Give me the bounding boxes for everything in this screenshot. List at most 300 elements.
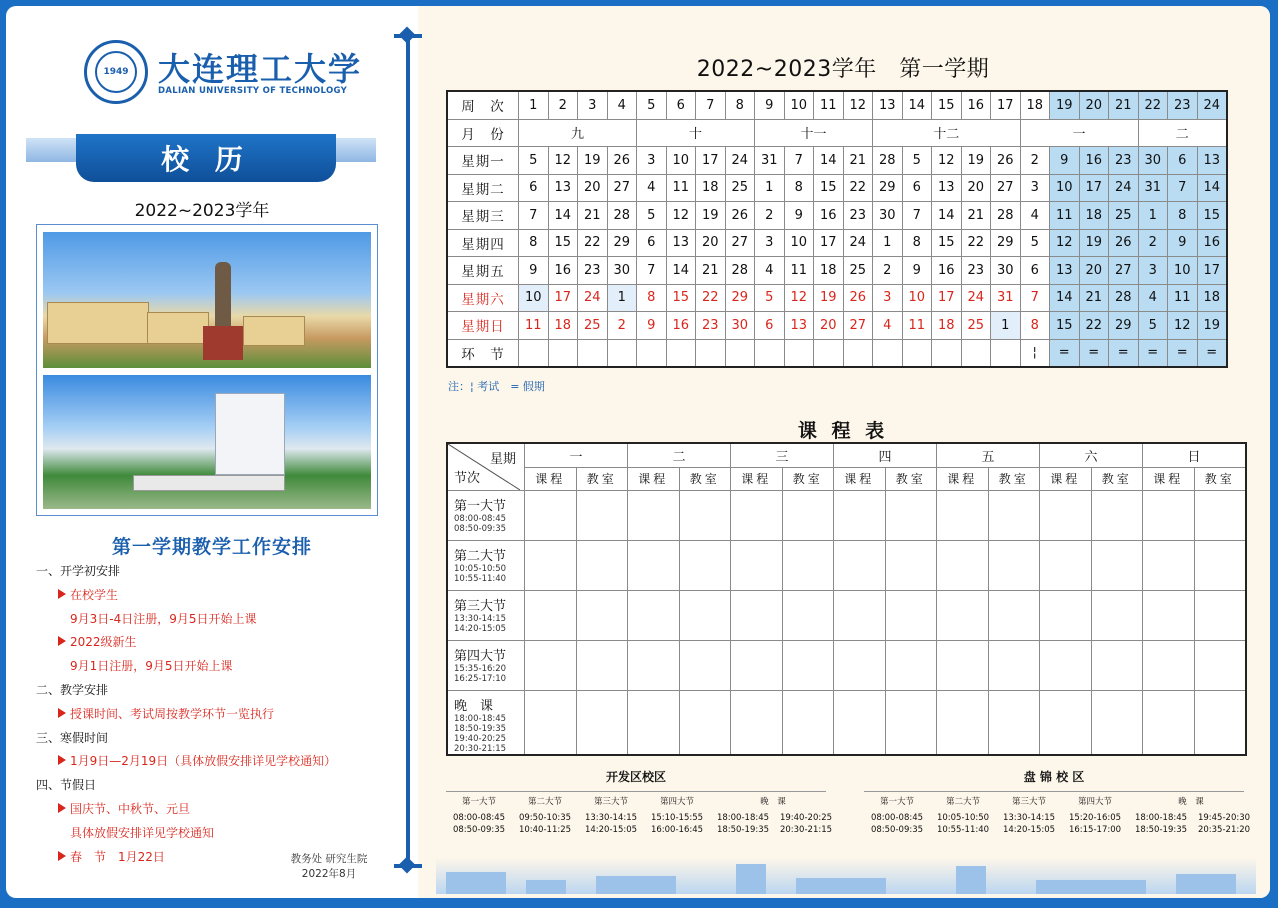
- link-marker: [932, 339, 962, 367]
- bullet-triangle-icon: [58, 803, 66, 813]
- month-row-label: 月 份: [447, 119, 519, 147]
- link-marker: [696, 339, 726, 367]
- campus-period-header: 第一大节: [879, 797, 914, 807]
- room-cell[interactable]: [1194, 591, 1246, 641]
- calendar-day: 16: [814, 202, 844, 230]
- calendar-day: 5: [519, 147, 549, 175]
- campus-time: 19:45-20:30: [1197, 812, 1251, 823]
- room-cell[interactable]: [988, 541, 1040, 591]
- calendar-day: 25: [1109, 202, 1139, 230]
- calendar-day: 12: [1050, 229, 1080, 257]
- course-cell[interactable]: [834, 541, 886, 591]
- calendar-day: 14: [814, 147, 844, 175]
- campus-header-row: [446, 796, 826, 809]
- corner-box: [448, 444, 520, 490]
- room-cell[interactable]: [782, 591, 834, 641]
- calendar-day: 11: [902, 312, 932, 340]
- course-cell[interactable]: [731, 541, 783, 591]
- calendar-day: 9: [1050, 147, 1080, 175]
- course-column-header: 课程: [1040, 467, 1092, 491]
- calendar-day: 17: [1197, 257, 1227, 285]
- calendar-day: 19: [578, 147, 608, 175]
- calendar-day: 2: [1020, 147, 1050, 175]
- course-cell[interactable]: [525, 541, 577, 591]
- week-number: 7: [696, 91, 726, 119]
- calendar-day: 28: [1109, 284, 1139, 312]
- timetable-day-header: 四: [834, 443, 937, 467]
- bullet-triangle-icon: [58, 589, 66, 599]
- week-number: 3: [578, 91, 608, 119]
- campus-time: 16:00-16:45: [650, 825, 704, 835]
- campus-period-header: 第四大节: [659, 797, 694, 807]
- weekday-label: 星期五: [447, 257, 519, 285]
- room-cell[interactable]: [1194, 641, 1246, 691]
- period-time: 18:00-18:45: [454, 714, 507, 724]
- calendar-day: 28: [873, 147, 903, 175]
- period-time: 18:50-19:35: [454, 724, 507, 734]
- calendar-day: 21: [961, 202, 991, 230]
- course-cell[interactable]: [937, 641, 989, 691]
- calendar-day: 17: [548, 284, 578, 312]
- room-cell[interactable]: [576, 591, 628, 641]
- timetable-title: 课 程 表: [797, 420, 889, 442]
- calendar-day: 16: [548, 257, 578, 285]
- room-column-header: 教室: [576, 467, 628, 491]
- link-marker: [607, 339, 637, 367]
- calendar-day: 23: [578, 257, 608, 285]
- campus-period-header: 第四大节: [1077, 797, 1112, 807]
- calendar-day: 1: [607, 284, 637, 312]
- calendar-day: 12: [784, 284, 814, 312]
- room-cell[interactable]: [1091, 491, 1143, 541]
- course-cell[interactable]: [834, 591, 886, 641]
- course-cell[interactable]: [628, 641, 680, 691]
- calendar-day: 6: [637, 229, 667, 257]
- campus-time-row: [864, 824, 1251, 837]
- calendar-day: 6: [755, 312, 785, 340]
- arrangement-list: [36, 560, 396, 869]
- course-cell[interactable]: [937, 691, 989, 756]
- calendar-day: 14: [1050, 284, 1080, 312]
- room-cell[interactable]: [1194, 541, 1246, 591]
- room-cell[interactable]: [1091, 591, 1143, 641]
- calendar-day: 13: [548, 174, 578, 202]
- room-cell[interactable]: [576, 491, 628, 541]
- vertical-divider: [406, 30, 410, 868]
- course-cell[interactable]: [1040, 641, 1092, 691]
- arrangement-item: [36, 727, 396, 751]
- calendar-day: 9: [784, 202, 814, 230]
- weekday-label: 星期一: [447, 147, 519, 175]
- calendar-day: 6: [519, 174, 549, 202]
- course-cell[interactable]: [628, 591, 680, 641]
- link-marker: [961, 339, 991, 367]
- calendar-day: 15: [548, 229, 578, 257]
- calendar-day: 29: [873, 174, 903, 202]
- link-marker: [755, 339, 785, 367]
- course-cell[interactable]: [525, 491, 577, 541]
- course-cell[interactable]: [937, 491, 989, 541]
- week-number: 17: [991, 91, 1021, 119]
- campus-period-header: 第二大节: [527, 797, 562, 807]
- bullet-triangle-icon: [58, 755, 66, 765]
- course-cell[interactable]: [834, 691, 886, 756]
- week-number: 18: [1020, 91, 1050, 119]
- campus-time: 09:50-10:35: [518, 812, 572, 823]
- link-row-label: 环 节: [447, 339, 519, 367]
- timetable-period-row: [447, 591, 1246, 641]
- room-cell[interactable]: [576, 541, 628, 591]
- course-cell[interactable]: [731, 641, 783, 691]
- week-number: 16: [961, 91, 991, 119]
- course-cell[interactable]: [1143, 541, 1195, 591]
- calendar-day: 29: [1109, 312, 1139, 340]
- timetable-day-header: 二: [628, 443, 731, 467]
- period-time: 14:20-15:05: [454, 624, 507, 634]
- calendar-day: 2: [607, 312, 637, 340]
- calendar-day: 2: [1138, 229, 1168, 257]
- photo-building: [243, 316, 305, 346]
- course-cell[interactable]: [937, 591, 989, 641]
- calendar-day: 4: [873, 312, 903, 340]
- period-time: 19:40-20:25: [454, 734, 507, 744]
- course-cell[interactable]: [628, 691, 680, 756]
- campus-period-header: 晚 课: [1178, 797, 1204, 807]
- calendar-day: 3: [637, 147, 667, 175]
- calendar-day: 17: [1079, 174, 1109, 202]
- week-number: 21: [1109, 91, 1139, 119]
- period-name: 第一大节: [454, 499, 507, 514]
- campus-time: 15:10-15:55: [650, 812, 704, 823]
- calendar-day: 27: [725, 229, 755, 257]
- calendar-poster: [6, 6, 1270, 898]
- semester-calendar: [446, 90, 1228, 368]
- calendar-day: 31: [755, 147, 785, 175]
- timetable-period-row: [447, 691, 1246, 756]
- room-cell[interactable]: [988, 641, 1040, 691]
- course-cell[interactable]: [1143, 591, 1195, 641]
- calendar-day: 8: [902, 229, 932, 257]
- room-cell[interactable]: [576, 641, 628, 691]
- room-cell[interactable]: [988, 591, 1040, 641]
- month-name: 十: [637, 119, 755, 147]
- course-cell[interactable]: [1040, 591, 1092, 641]
- calendar-day: 22: [696, 284, 726, 312]
- calendar-day: 14: [932, 202, 962, 230]
- calendar-day: 17: [814, 229, 844, 257]
- arrangement-text: 二、教学安排: [36, 682, 109, 697]
- campus-time: 10:40-11:25: [518, 825, 572, 835]
- link-marker: =: [1197, 339, 1227, 367]
- timetable-corner: [447, 443, 525, 491]
- room-cell[interactable]: [1091, 691, 1143, 756]
- month-name: 九: [519, 119, 637, 147]
- course-cell[interactable]: [525, 641, 577, 691]
- calendar-day: 26: [607, 147, 637, 175]
- room-cell[interactable]: [782, 641, 834, 691]
- calendar-day: 15: [666, 284, 696, 312]
- course-column-header: 课程: [937, 467, 989, 491]
- calendar-day: 26: [725, 202, 755, 230]
- calendar-day: 9: [637, 312, 667, 340]
- calendar-legend: 注：¦ 考试 = 假期: [448, 380, 545, 393]
- room-cell[interactable]: [576, 691, 628, 756]
- calendar-day: 24: [843, 229, 873, 257]
- course-column-header: 课程: [525, 467, 577, 491]
- room-cell[interactable]: [1194, 691, 1246, 756]
- calendar-day: 18: [814, 257, 844, 285]
- calendar-day: 22: [1079, 312, 1109, 340]
- calendar-day: 29: [991, 229, 1021, 257]
- room-cell[interactable]: [885, 691, 937, 756]
- week-row-label: 周 次: [447, 91, 519, 119]
- calendar-day: 26: [991, 147, 1021, 175]
- week-number: 10: [784, 91, 814, 119]
- campus-time: 14:20-15:05: [1002, 825, 1056, 835]
- week-number: 8: [725, 91, 755, 119]
- period-time: 08:50-09:35: [454, 524, 507, 534]
- calendar-day: 13: [1197, 147, 1227, 175]
- campus-time-row: [864, 812, 1251, 825]
- room-cell[interactable]: [885, 641, 937, 691]
- course-cell[interactable]: [628, 491, 680, 541]
- course-cell[interactable]: [1040, 541, 1092, 591]
- link-marker: =: [1079, 339, 1109, 367]
- calendar-day: 5: [637, 202, 667, 230]
- room-cell[interactable]: [679, 691, 731, 756]
- bullet-triangle-icon: [58, 708, 66, 718]
- calendar-day: 25: [961, 312, 991, 340]
- week-number: 9: [755, 91, 785, 119]
- campus-time: 20:30-21:15: [779, 825, 833, 835]
- link-marker: [548, 339, 578, 367]
- room-cell[interactable]: [679, 641, 731, 691]
- university-name-en: DALIAN UNIVERSITY OF TECHNOLOGY: [158, 86, 348, 96]
- room-cell[interactable]: [885, 491, 937, 541]
- timetable-day-header: 日: [1143, 443, 1247, 467]
- issuer-office: 教务处 研究生院: [290, 853, 368, 865]
- weekday-label: 星期二: [447, 174, 519, 202]
- period-label: [447, 641, 525, 691]
- arrangement-title: 第一学期教学工作安排: [111, 536, 312, 558]
- arrangement-item: [36, 584, 396, 608]
- calendar-day: 24: [578, 284, 608, 312]
- calendar-day: 23: [961, 257, 991, 285]
- calendar-day: 14: [1197, 174, 1227, 202]
- course-timetable: [446, 442, 1247, 756]
- course-column-header: 课程: [628, 467, 680, 491]
- calendar-day: 7: [1020, 284, 1050, 312]
- period-name: 晚 课: [454, 699, 494, 714]
- campus-time-row: [446, 824, 833, 837]
- calendar-day: 7: [1168, 174, 1198, 202]
- calendar-day: 9: [519, 257, 549, 285]
- calendar-banner: [26, 130, 386, 186]
- calendar-day: 20: [1079, 257, 1109, 285]
- calendar-day: 10: [902, 284, 932, 312]
- calendar-day: 13: [666, 229, 696, 257]
- arrangement-item: [36, 631, 396, 655]
- room-cell[interactable]: [679, 591, 731, 641]
- calendar-day: 20: [814, 312, 844, 340]
- calendar-day: 28: [607, 202, 637, 230]
- course-cell[interactable]: [834, 641, 886, 691]
- campus-time: 20:35-21:20: [1197, 825, 1251, 835]
- calendar-day: 9: [902, 257, 932, 285]
- room-cell[interactable]: [782, 491, 834, 541]
- room-column-header: 教室: [885, 467, 937, 491]
- calendar-day: 27: [843, 312, 873, 340]
- calendar-day: 3: [1020, 174, 1050, 202]
- week-number: 11: [814, 91, 844, 119]
- course-cell[interactable]: [1143, 691, 1195, 756]
- calendar-day: 21: [696, 257, 726, 285]
- calendar-day: 7: [902, 202, 932, 230]
- photo-building: [47, 302, 149, 344]
- arrangement-text: 2022级新生: [70, 635, 137, 650]
- course-cell[interactable]: [525, 591, 577, 641]
- calendar-day: 12: [666, 202, 696, 230]
- arrangement-text: 一、开学初安排: [36, 564, 121, 578]
- calendar-day: 14: [666, 257, 696, 285]
- week-number: 24: [1197, 91, 1227, 119]
- timetable-day-row: [447, 443, 1246, 467]
- calendar-day: 9: [1168, 229, 1198, 257]
- bullet-triangle-icon: [58, 851, 66, 861]
- campus-time: 08:00-08:45: [870, 812, 924, 823]
- arrangement-item: [36, 750, 396, 774]
- calendar-day: 6: [1168, 147, 1198, 175]
- weekday-label: 星期四: [447, 229, 519, 257]
- calendar-day: 4: [637, 174, 667, 202]
- issue-date: 2022年8月: [301, 868, 357, 880]
- link-marker: [991, 339, 1021, 367]
- arrangement-text: 1月9日—2月19日（具体放假安排详见学校通知）: [70, 754, 337, 769]
- course-cell[interactable]: [834, 491, 886, 541]
- calendar-day: 8: [519, 229, 549, 257]
- course-cell[interactable]: [937, 541, 989, 591]
- calendar-day: 3: [755, 229, 785, 257]
- period-time: 15:35-16:20: [454, 664, 507, 674]
- weekday-label: 星期三: [447, 202, 519, 230]
- weekday-row: [447, 229, 1227, 257]
- photo-tower: [215, 393, 285, 475]
- month-name: 二: [1138, 119, 1227, 147]
- calendar-day: 19: [1197, 312, 1227, 340]
- campus-time: 18:00-18:45: [1134, 812, 1188, 823]
- calendar-day: 11: [1168, 284, 1198, 312]
- calendar-day: 25: [725, 174, 755, 202]
- period-label: [447, 491, 525, 541]
- calendar-day: 22: [578, 229, 608, 257]
- calendar-day: 21: [843, 147, 873, 175]
- timetable-period-row: [447, 641, 1246, 691]
- calendar-day: 30: [607, 257, 637, 285]
- photo-building: [147, 312, 209, 344]
- course-cell[interactable]: [628, 541, 680, 591]
- campus-period-header: 第三大节: [1011, 797, 1046, 807]
- calendar-day: 29: [725, 284, 755, 312]
- arrangement-item: [36, 703, 396, 727]
- week-number: 14: [902, 91, 932, 119]
- period-label: [447, 591, 525, 641]
- course-cell[interactable]: [1143, 641, 1195, 691]
- course-cell[interactable]: [525, 691, 577, 756]
- arrangement-text: 具体放假安排详见学校通知: [70, 825, 215, 840]
- calendar-day: 10: [1050, 174, 1080, 202]
- room-cell[interactable]: [679, 541, 731, 591]
- campus-skyline-decoration: [436, 858, 1256, 894]
- room-cell[interactable]: [988, 491, 1040, 541]
- room-cell[interactable]: [988, 691, 1040, 756]
- course-cell[interactable]: [731, 591, 783, 641]
- room-cell[interactable]: [885, 541, 937, 591]
- calendar-day: 10: [784, 229, 814, 257]
- calendar-day: 17: [696, 147, 726, 175]
- calendar-day: 11: [784, 257, 814, 285]
- course-cell[interactable]: [731, 691, 783, 756]
- campus-divider: [864, 791, 1244, 792]
- room-cell[interactable]: [1194, 491, 1246, 541]
- campus-period-header: 第三大节: [593, 797, 628, 807]
- room-cell[interactable]: [782, 691, 834, 756]
- course-cell[interactable]: [1143, 491, 1195, 541]
- arrangement-item: [36, 774, 396, 798]
- period-time: 20:30-21:15: [454, 744, 507, 754]
- university-seal-icon: [84, 40, 148, 104]
- campus-time: 08:50-09:35: [870, 825, 924, 835]
- calendar-day: 27: [607, 174, 637, 202]
- link-marker: [873, 339, 903, 367]
- calendar-day: 30: [725, 312, 755, 340]
- room-cell[interactable]: [885, 591, 937, 641]
- month-name: 十一: [755, 119, 873, 147]
- weekday-row: [447, 174, 1227, 202]
- calendar-day: 17: [932, 284, 962, 312]
- room-cell[interactable]: [1091, 541, 1143, 591]
- calendar-day: 13: [784, 312, 814, 340]
- calendar-day: 4: [1020, 202, 1050, 230]
- month-name: 十二: [873, 119, 1021, 147]
- period-time: 10:55-11:40: [454, 574, 507, 584]
- room-cell[interactable]: [679, 491, 731, 541]
- campus-time: 13:30-14:15: [1002, 812, 1056, 823]
- calendar-day: 7: [519, 202, 549, 230]
- campus-time: 16:15-17:00: [1068, 825, 1122, 835]
- room-cell[interactable]: [1091, 641, 1143, 691]
- course-cell[interactable]: [1040, 691, 1092, 756]
- calendar-day: 20: [961, 174, 991, 202]
- week-number: 4: [607, 91, 637, 119]
- calendar-day: 5: [1138, 312, 1168, 340]
- issuer: [284, 852, 374, 882]
- calendar-day: 23: [1109, 147, 1139, 175]
- campus-time: 18:50-19:35: [716, 825, 770, 835]
- arrangement-text: 在校学生: [70, 587, 119, 602]
- campus-time: 18:50-19:35: [1134, 825, 1188, 835]
- course-cell[interactable]: [731, 491, 783, 541]
- calendar-day: 6: [902, 174, 932, 202]
- campus-time: 15:20-16:05: [1068, 812, 1122, 823]
- course-cell[interactable]: [1040, 491, 1092, 541]
- arrangement-item: [36, 608, 396, 632]
- room-cell[interactable]: [782, 541, 834, 591]
- calendar-day: 24: [961, 284, 991, 312]
- calendar-day: 8: [784, 174, 814, 202]
- calendar-day: 18: [932, 312, 962, 340]
- campus-photos: [36, 224, 378, 516]
- calendar-day: 25: [578, 312, 608, 340]
